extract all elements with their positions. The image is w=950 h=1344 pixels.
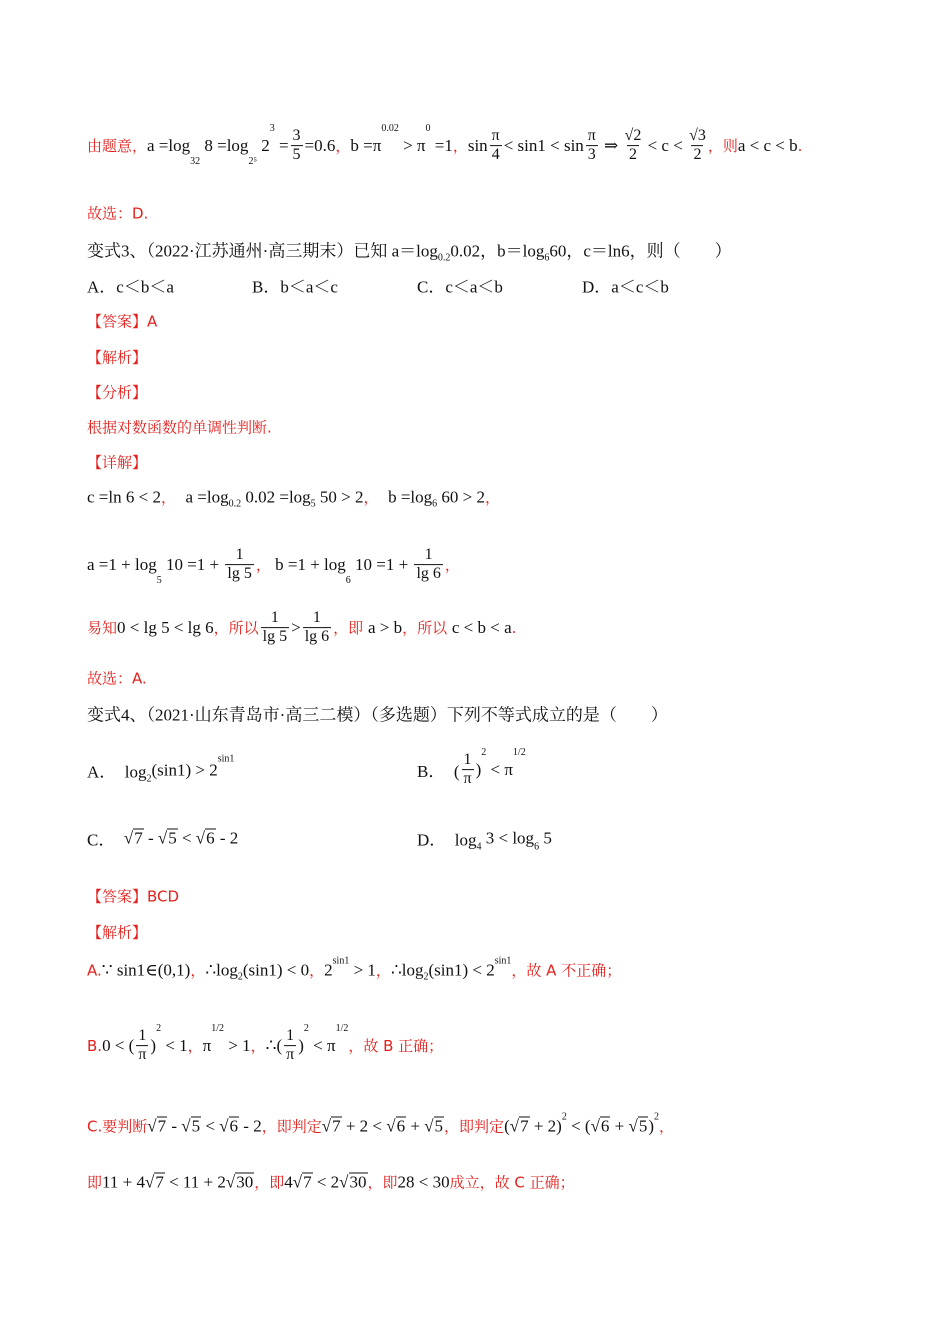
math-text: 10 =1 + xyxy=(350,555,413,574)
square-root xyxy=(386,1116,406,1136)
denominator: π xyxy=(463,770,472,788)
math-text: 28 < 30 xyxy=(397,1172,450,1191)
radicand: 7 xyxy=(520,1116,529,1135)
subscript: 6 xyxy=(544,252,550,264)
numerator: 1 xyxy=(270,609,279,627)
math-text: 5 xyxy=(539,828,552,847)
denominator: 2 xyxy=(628,146,637,164)
text-run: ， xyxy=(484,488,500,507)
denominator: 5 xyxy=(292,146,301,164)
radicand: 5 xyxy=(434,1116,444,1135)
math-text: sin xyxy=(467,136,488,155)
fraction xyxy=(490,127,502,165)
fraction xyxy=(303,609,331,647)
math-text: < 2 xyxy=(312,1172,340,1191)
superscript: sin1 xyxy=(217,753,235,765)
square-root xyxy=(226,1172,254,1192)
text-line xyxy=(87,609,516,647)
radicand: 6 xyxy=(396,1116,406,1135)
math-text: ( xyxy=(504,1116,510,1135)
numerator: √2 xyxy=(624,127,642,145)
math-text: C．c＜a＜b xyxy=(417,277,503,297)
numerator: 1 xyxy=(424,546,433,564)
text-run: 故选：A. xyxy=(87,669,147,688)
subscript: 2 xyxy=(237,971,243,983)
option-c xyxy=(417,273,503,298)
subscript: 2 xyxy=(423,971,429,983)
text-line xyxy=(87,668,147,689)
math-text: ) xyxy=(648,1116,655,1135)
superscript: sin1 xyxy=(332,955,350,967)
denominator: lg 6 xyxy=(416,565,441,583)
math-text: a =1 + log xyxy=(87,555,157,574)
square-root xyxy=(124,828,144,848)
math-text: A．c＜b＜a xyxy=(87,277,174,297)
radical-sign-icon: √ xyxy=(181,1116,191,1135)
math-text: 2 xyxy=(256,136,270,155)
radical-sign-icon: √ xyxy=(339,1172,349,1191)
math-text: c =ln 6 < 2 xyxy=(87,487,161,506)
square-root xyxy=(196,828,216,848)
text-run: ，所以 xyxy=(402,619,452,638)
square-root xyxy=(158,828,178,848)
math-text: = xyxy=(274,136,289,155)
text-run: ， xyxy=(375,961,391,980)
square-root xyxy=(147,1116,167,1136)
text-line xyxy=(87,311,157,332)
text-line xyxy=(87,886,179,907)
radical-sign-icon: √ xyxy=(123,828,134,847)
math-text: 变式4、（2021·山东青岛市·高三二模）（多选题）下列不等式成立的是（ ） xyxy=(87,705,668,725)
text-run: ，即 xyxy=(333,619,368,638)
radical-sign-icon: √ xyxy=(590,1116,600,1135)
radical-sign-icon: √ xyxy=(219,1116,229,1135)
denominator: 3 xyxy=(587,146,596,164)
radicand: 7 xyxy=(157,1116,167,1135)
math-text: (sin1) < 2 xyxy=(428,960,495,979)
text-run: ， xyxy=(363,488,389,507)
radical-sign-icon: √ xyxy=(424,1116,434,1135)
square-root xyxy=(510,1116,530,1136)
text-run: ， xyxy=(187,1037,203,1056)
math-text: < xyxy=(201,1116,220,1135)
radicand: 30 xyxy=(349,1172,367,1191)
fraction xyxy=(414,546,442,584)
text-run: ，即 xyxy=(367,1173,398,1192)
subscript: 4 xyxy=(476,841,482,853)
math-text: 0 < lg 5 < lg 6 xyxy=(117,618,214,637)
math-text: 0.02，b＝log xyxy=(450,241,545,261)
option-b xyxy=(417,747,526,789)
square-root xyxy=(322,1116,342,1136)
text-line xyxy=(87,237,732,262)
math-text: a =log xyxy=(147,136,191,155)
math-text: ⇒ xyxy=(599,136,623,155)
square-root xyxy=(181,1116,201,1136)
math-text: - 2 xyxy=(239,1116,262,1135)
numerator: π xyxy=(491,127,500,145)
subscript: 2⁵ xyxy=(248,155,257,167)
math-text: b =π xyxy=(350,136,382,155)
denominator: lg 6 xyxy=(304,628,330,646)
text-line xyxy=(87,203,148,224)
math-text: b =log xyxy=(388,487,433,506)
square-root xyxy=(424,1116,444,1136)
subscript: 0.2 xyxy=(228,498,242,510)
math-text: ∴log xyxy=(390,960,424,979)
text-run: ， xyxy=(452,137,468,156)
numerator: π xyxy=(587,127,596,145)
text-line xyxy=(87,1172,575,1193)
math-text: C． xyxy=(87,830,124,850)
fraction xyxy=(291,127,303,165)
fraction xyxy=(689,127,706,165)
subscript: 5 xyxy=(156,574,162,586)
radical-sign-icon: √ xyxy=(386,1116,396,1135)
radical-sign-icon: √ xyxy=(157,828,168,847)
text-run: 【解析】 xyxy=(87,923,148,942)
math-text: > xyxy=(291,618,301,637)
text-run: ，故 A 不正确； xyxy=(511,961,622,980)
text-run: ， xyxy=(309,961,325,980)
radicand: 6 xyxy=(206,828,215,847)
superscript: sin1 xyxy=(494,955,512,967)
math-text: =1 xyxy=(430,136,453,155)
text-run: . xyxy=(511,619,517,637)
math-text: < 1 xyxy=(161,1036,188,1055)
text-run: 【解析】 xyxy=(87,348,148,367)
radical-sign-icon: √ xyxy=(144,1172,155,1191)
numerator: 1 xyxy=(463,751,472,769)
text-run: ，即 xyxy=(254,1173,285,1192)
superscript: 2 xyxy=(303,1023,309,1035)
text-run: ， xyxy=(190,961,206,980)
math-text: 3 < log xyxy=(481,828,535,847)
option-d xyxy=(582,273,669,298)
text-run: 【答案】BCD xyxy=(87,887,180,906)
text-run: ，即判定 xyxy=(261,1117,322,1136)
option-b xyxy=(417,826,552,851)
math-text: a =log xyxy=(185,487,229,506)
text-line xyxy=(87,922,147,943)
fraction xyxy=(284,1027,296,1065)
math-text: (sin1) < 0 xyxy=(242,960,310,979)
text-line xyxy=(87,701,668,726)
denominator: 4 xyxy=(491,146,500,164)
fraction xyxy=(625,127,642,165)
math-text: ∴( xyxy=(265,1036,283,1055)
math-text: 11 + 4 xyxy=(102,1172,145,1191)
fraction xyxy=(261,609,289,647)
text-run: ， xyxy=(335,137,351,156)
radicand: 5 xyxy=(168,828,177,847)
text-line xyxy=(87,123,803,167)
math-text: < 11 + 2 xyxy=(164,1172,226,1191)
text-run: ， xyxy=(659,1117,675,1136)
math-text: a > b xyxy=(367,618,403,637)
math-text: < sin1 < sin xyxy=(503,136,584,155)
math-text: B．b＜a＜c xyxy=(252,277,338,297)
text-run: ，即判定 xyxy=(444,1117,505,1136)
numerator: 1 xyxy=(138,1027,147,1045)
option-b xyxy=(252,273,338,298)
math-text: 60，c＝ln6，则（ ） xyxy=(549,241,732,261)
math-text: (sin1) > 2 xyxy=(151,760,218,779)
superscript: 2 xyxy=(561,1111,567,1123)
text-run: ，所以 xyxy=(213,619,259,638)
radical-sign-icon: √ xyxy=(321,1116,332,1135)
math-text: - xyxy=(143,828,158,847)
math-text: < π xyxy=(486,760,513,779)
square-root xyxy=(629,1116,649,1136)
subscript: 32 xyxy=(190,155,201,167)
math-text: + xyxy=(406,1116,425,1135)
subscript: 6 xyxy=(534,841,540,853)
radicand: 7 xyxy=(332,1116,341,1135)
subscript: 6 xyxy=(345,574,351,586)
superscript: 3 xyxy=(269,123,275,135)
math-text: 变式3、（2022·江苏通州·高三期末）已知 a＝log xyxy=(87,241,438,261)
radicand: 5 xyxy=(638,1116,648,1135)
square-root xyxy=(219,1116,239,1136)
text-run: A. xyxy=(87,961,102,979)
numerator: 1 xyxy=(235,546,244,564)
math-text: - xyxy=(167,1116,182,1135)
math-text: < π xyxy=(308,1036,336,1055)
math-text: + 2 < xyxy=(341,1116,387,1135)
subscript: 2 xyxy=(146,773,152,785)
text-line xyxy=(87,955,622,983)
superscript: 1/2 xyxy=(335,1023,349,1035)
text-run: B. xyxy=(87,1037,103,1055)
numerator: 3 xyxy=(292,127,301,145)
math-text: 4 xyxy=(284,1172,293,1191)
superscript: 0 xyxy=(425,123,431,135)
text-run: ，则 xyxy=(707,137,738,156)
radical-sign-icon: √ xyxy=(628,1116,638,1135)
text-run: 根据对数函数的单调性判断. xyxy=(87,418,272,437)
text-run: 故选：D. xyxy=(87,204,149,223)
fraction xyxy=(462,751,474,789)
math-text: B． ( xyxy=(417,762,460,782)
math-text: 50 > 2 xyxy=(315,487,364,506)
radicand: 7 xyxy=(155,1172,164,1191)
numerator: 1 xyxy=(312,609,321,627)
math-text: > 1 xyxy=(349,960,376,979)
superscript: 2 xyxy=(654,1111,660,1123)
text-run: ， xyxy=(160,488,186,507)
text-line xyxy=(87,546,460,584)
superscript: 2 xyxy=(481,747,487,759)
text-run: ，故 B 正确； xyxy=(348,1037,444,1056)
radical-sign-icon: √ xyxy=(147,1116,157,1135)
math-text: D． log xyxy=(417,830,477,850)
radical-sign-icon: √ xyxy=(225,1172,236,1191)
fraction xyxy=(586,127,598,165)
text-line xyxy=(87,487,500,508)
math-text: D．a＜c＜b xyxy=(582,277,669,297)
math-text: 8 =log xyxy=(200,136,249,155)
numerator: √3 xyxy=(689,127,706,145)
superscript: 1/2 xyxy=(512,747,526,759)
text-line xyxy=(87,417,272,438)
radicand: 6 xyxy=(600,1116,610,1135)
square-root xyxy=(145,1172,165,1192)
denominator: π xyxy=(286,1046,295,1064)
math-text: + 2) xyxy=(529,1116,562,1135)
math-text: c < b < a xyxy=(451,618,512,637)
math-text: π xyxy=(202,1036,212,1055)
text-run: ， xyxy=(250,1037,266,1056)
math-text: b =1 + log xyxy=(270,555,346,574)
superscript: 1/2 xyxy=(211,1023,225,1035)
denominator: lg 5 xyxy=(262,628,288,646)
text-line xyxy=(87,382,147,403)
denominator: π xyxy=(138,1046,147,1064)
radicand: 6 xyxy=(229,1116,239,1135)
text-line xyxy=(87,1111,675,1137)
math-text: - 2 xyxy=(215,828,239,847)
math-text: A． log xyxy=(87,762,147,782)
math-text: 0.02 =log xyxy=(241,487,311,506)
subscript: 0.2 xyxy=(437,252,451,264)
square-root xyxy=(339,1172,367,1192)
text-line xyxy=(87,347,147,368)
math-text: < ( xyxy=(566,1116,591,1135)
radical-sign-icon: √ xyxy=(195,828,206,847)
numerator: 1 xyxy=(286,1027,295,1045)
text-run: . xyxy=(797,137,803,155)
text-line xyxy=(87,452,147,473)
math-text: 10 =1 + xyxy=(161,555,224,574)
denominator: lg 5 xyxy=(227,565,252,583)
subscript: 6 xyxy=(432,498,438,510)
math-text: 0 < ( xyxy=(102,1036,135,1055)
math-text: ∵ sin1∈(0,1) xyxy=(101,960,191,979)
math-text: ∴log xyxy=(205,960,238,979)
math-text: < xyxy=(177,828,196,847)
math-text: ) xyxy=(475,760,482,779)
text-run: 成立，故 C 正确； xyxy=(449,1173,575,1192)
square-root xyxy=(293,1172,313,1192)
option-a xyxy=(87,273,174,298)
text-run: ， xyxy=(255,556,271,575)
radicand: 30 xyxy=(236,1172,254,1191)
math-text: < c < xyxy=(643,136,688,155)
denominator: 2 xyxy=(693,146,702,164)
math-text: ) xyxy=(150,1036,157,1055)
math-text: =0.6 xyxy=(304,136,336,155)
text-run: 易知 xyxy=(87,619,118,638)
text-run: C.要判断 xyxy=(87,1117,148,1136)
math-text: > π xyxy=(398,136,426,155)
text-run: 即 xyxy=(87,1173,103,1192)
subscript: 5 xyxy=(310,498,316,510)
option-a xyxy=(87,753,235,785)
superscript: 2 xyxy=(156,1023,162,1035)
math-text: 60 > 2 xyxy=(437,487,485,506)
text-run: 【详解】 xyxy=(87,453,148,472)
fraction xyxy=(136,1027,148,1065)
text-run: ， xyxy=(444,556,460,575)
math-text: + xyxy=(610,1116,629,1135)
radical-sign-icon: √ xyxy=(292,1172,303,1191)
square-root xyxy=(591,1116,611,1136)
radical-sign-icon: √ xyxy=(509,1116,520,1135)
option-a xyxy=(87,826,238,851)
math-text: > 1 xyxy=(224,1036,251,1055)
radicand: 7 xyxy=(134,828,143,847)
math-text: ) xyxy=(298,1036,304,1055)
text-line xyxy=(87,1023,444,1065)
text-run: 【分析】 xyxy=(87,383,148,402)
math-text: a < c < b xyxy=(737,136,798,155)
radicand: 7 xyxy=(303,1172,312,1191)
text-run: 【答案】A xyxy=(87,312,158,331)
fraction xyxy=(225,546,253,584)
text-run: 由题意， xyxy=(87,137,148,156)
radicand: 5 xyxy=(191,1116,201,1135)
math-text: 2 xyxy=(324,960,333,979)
superscript: 0.02 xyxy=(381,123,399,135)
